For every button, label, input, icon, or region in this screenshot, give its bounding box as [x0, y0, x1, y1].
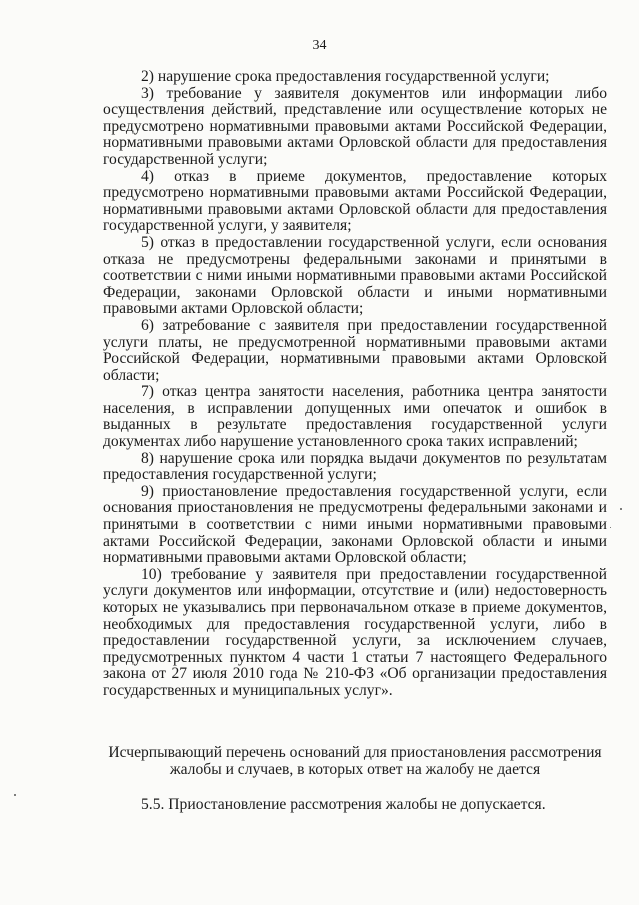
scan-speck: [620, 508, 622, 510]
list-item: 10) требование у заявителя при предоставлении государственной услуги документов или информации, отсутствие и (или) недостоверность которых не указывались при первоначальном отказе в приеме документов, необходимых для предоставления государственной услуги, либо в предоставлении государственной услуги, за исключением случаев, предусмотренных пунктом 4 части 1 статьи 7 настоящего Федерального закона от 27 июля 2010 года № 210-ФЗ «Об организации предоставления государственных и муниципальных услуг».: [103, 565, 607, 699]
list-item: 7) отказ центра занятости населения, работника центра занятости населения, в исправлении допущенных ими опечаток и ошибок в выданных в результате предоставления государственной услуги документах либо нарушение установленного срока таких исправлений;: [103, 383, 607, 451]
list-item: 4) отказ в приеме документов, предоставление которых предусмотрено нормативными правовыми актами Российской Федерации, нормативными правовыми актами Орловской области для предоставления государственной услуги, у заявителя;: [103, 167, 607, 235]
page-number: 34: [312, 38, 327, 53]
list-item: 9) приостановление предоставления государственной услуги, если основания приостановления не предусмотрены федеральными законами и принятыми в соответствии с ними иными нормативными правовыми актами Российской Федерации, законами Орловской области и иными нормативными правовыми актами Орловской области;: [103, 482, 607, 567]
section-heading: Исчерпывающий перечень оснований для приостановления рассмотрения жалобы и случаев, в которых ответ на жалобу не дается: [108, 744, 602, 778]
list-item: 5) отказ в предоставлении государственной услуги, если основания отказа не предусмотрены федеральными законами и принятыми в соответствии с ними иными нормативными правовыми актами Российской Федерации, законами Орловской области и иными нормативными правовыми актами Орловской области;: [103, 233, 607, 318]
list-item: 2) нарушение срока предоставления государственной услуги;: [141, 68, 550, 85]
scan-speck: [14, 794, 16, 796]
list-item: 3) требование у заявителя документов или информации либо осуществления действий, представление или осуществление которых не предусмотрено нормативными правовыми актами Российской Федерации, нормативными правовыми актами Орловской области для предоставления государственной услуги;: [103, 84, 607, 168]
scan-speck: [610, 527, 611, 528]
list-item: 6) затребование с заявителя при предоставлении государственной услуги платы, не предусмотренной нормативными правовыми актами Российской Федерации, нормативными правовыми актами Орловской области;: [103, 316, 607, 384]
complaint-grounds-list: [103, 69, 607, 700]
final-paragraph: 5.5. Приостановление рассмотрения жалобы не допускается.: [141, 796, 546, 813]
list-item: 8) нарушение срока или порядка выдачи документов по результатам предоставления государственной услуги;: [103, 449, 607, 484]
